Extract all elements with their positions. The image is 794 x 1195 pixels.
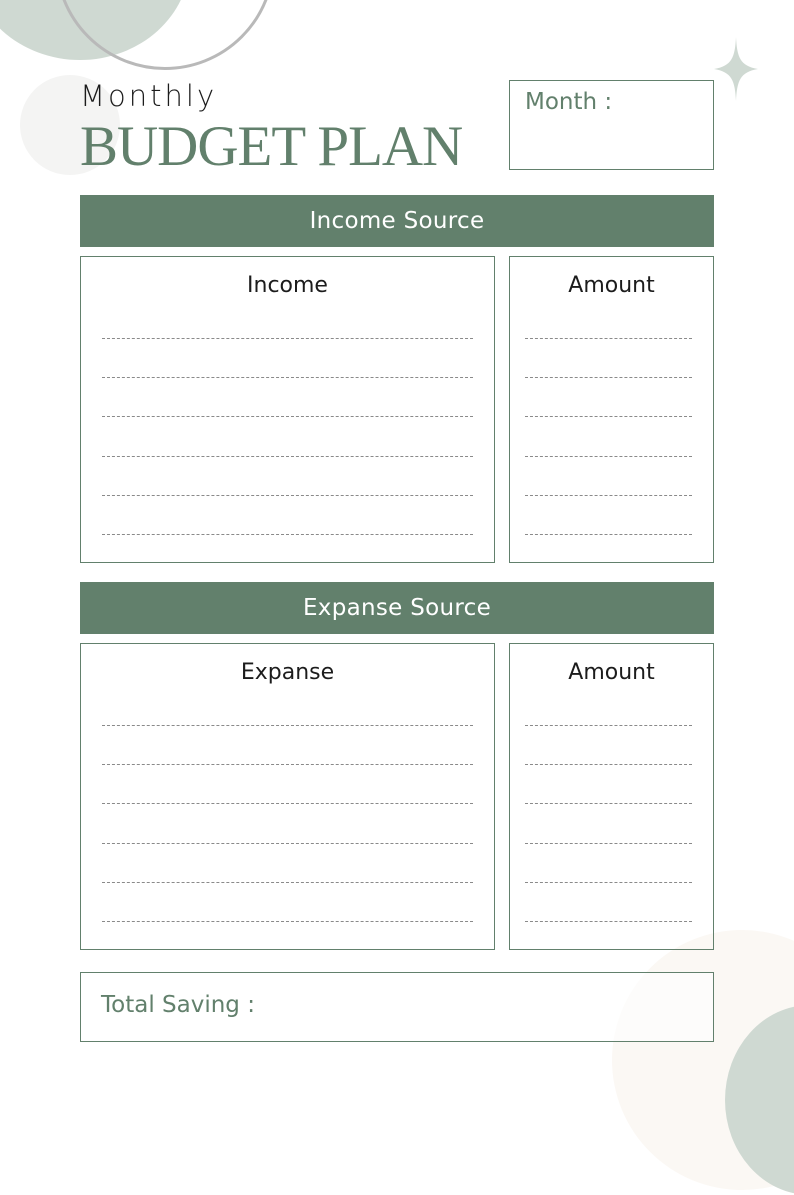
expense-entry-line[interactable]	[102, 764, 473, 765]
expense-amount-column	[509, 643, 714, 950]
expense-source-header: Expanse Source	[80, 582, 714, 634]
month-field[interactable]	[509, 80, 714, 170]
income-amount-line[interactable]	[525, 416, 692, 417]
income-column-heading: Income	[247, 273, 328, 298]
expense-amount-line[interactable]	[525, 764, 692, 765]
income-entry-line[interactable]	[102, 416, 473, 417]
total-saving-field[interactable]	[80, 972, 714, 1042]
month-label: Month :	[525, 89, 613, 115]
income-source-header: Income Source	[80, 195, 714, 247]
income-amount-line[interactable]	[525, 495, 692, 496]
expense-entry-line[interactable]	[102, 843, 473, 844]
expense-column-heading: Expanse	[240, 660, 335, 685]
income-entry-line[interactable]	[102, 338, 473, 339]
income-amount-line[interactable]	[525, 338, 692, 339]
income-amount-line[interactable]	[525, 456, 692, 457]
income-amount-heading: Amount	[568, 273, 655, 298]
sparkle-icon	[714, 37, 758, 101]
expense-amount-line[interactable]	[525, 725, 692, 726]
expense-amount-line[interactable]	[525, 803, 692, 804]
expense-entry-line[interactable]	[102, 803, 473, 804]
expense-column	[80, 643, 495, 950]
expense-amount-line[interactable]	[525, 843, 692, 844]
expense-entry-line[interactable]	[102, 725, 473, 726]
expense-entry-line[interactable]	[102, 882, 473, 883]
income-amount-line[interactable]	[525, 377, 692, 378]
expense-amount-line[interactable]	[525, 882, 692, 883]
income-amount-column	[509, 256, 714, 563]
total-saving-label: Total Saving :	[101, 992, 255, 1018]
income-entry-line[interactable]	[102, 456, 473, 457]
page-title: BUDGET PLAN	[80, 115, 463, 178]
income-entry-line[interactable]	[102, 495, 473, 496]
expense-entry-line[interactable]	[102, 921, 473, 922]
income-entry-line[interactable]	[102, 534, 473, 535]
title-monthly: Monthly	[80, 79, 218, 113]
expense-amount-heading: Amount	[568, 660, 655, 685]
expense-amount-line[interactable]	[525, 921, 692, 922]
income-column	[80, 256, 495, 563]
income-entry-line[interactable]	[102, 377, 473, 378]
income-amount-line[interactable]	[525, 534, 692, 535]
